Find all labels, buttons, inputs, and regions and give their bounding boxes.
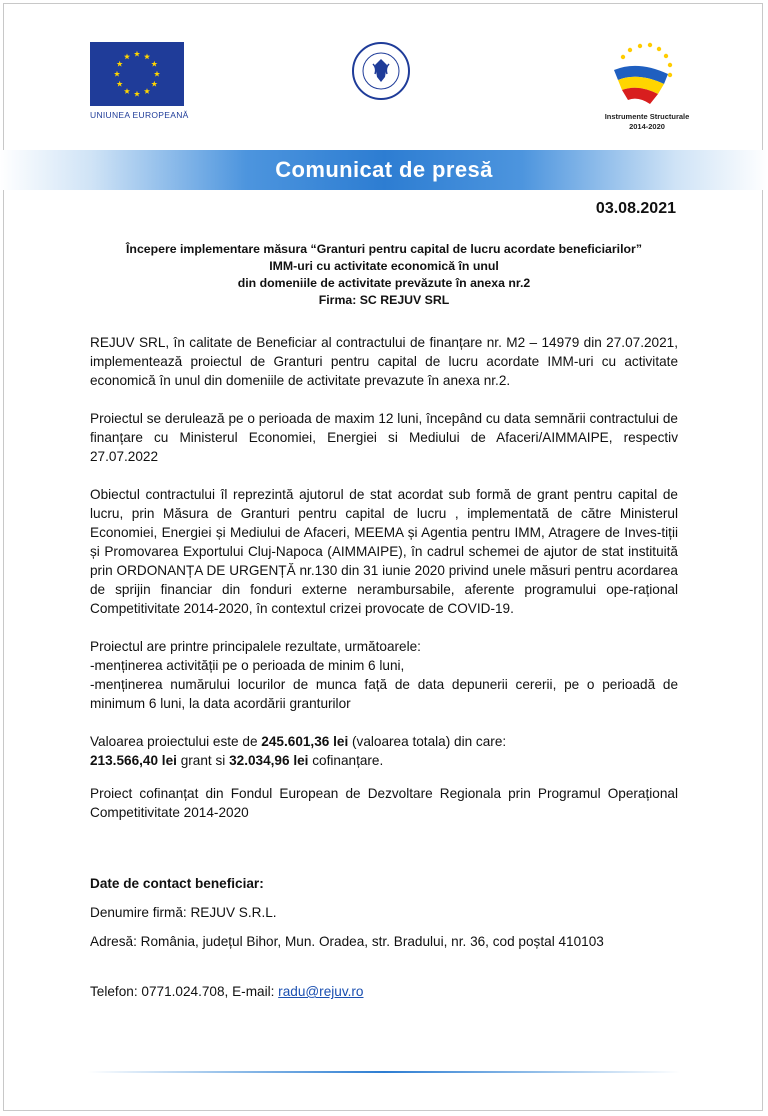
contact-phone: Telefon: 0771.024.708, E-mail: bbox=[90, 984, 279, 999]
eu-star-icon bbox=[124, 53, 130, 59]
eu-star-icon bbox=[144, 53, 150, 59]
release-body bbox=[90, 333, 678, 1001]
paragraph-funding: Proiect cofinanțat din Fondul European de Dezvoltare Regionala prin Programul Operațional Competitivitate 2014-2020 bbox=[90, 786, 678, 820]
eu-star-icon bbox=[144, 88, 150, 94]
government-seal-icon bbox=[354, 44, 408, 98]
eu-star-icon bbox=[134, 91, 140, 97]
contact-address: Adresă: România, județul Bihor, Mun. Oradea, str. Bradului, nr. 36, cod poștal 410103 bbox=[90, 934, 604, 949]
is-label-line1: Instrumente Structurale bbox=[604, 112, 690, 121]
eu-star-icon bbox=[114, 71, 120, 77]
paragraph-duration: Proiectul se derulează pe o perioada de maxim 12 luni, începând cu data semnării contractului de finanțare cu Ministerul Economiei, Energiei si Mediului de Afaceri/AIMMAIPE, respectiv 27.07.2022 bbox=[90, 411, 678, 464]
paragraph-objective: Obiectul contractului îl reprezintă ajutorul de stat acordat sub formă de grant pentru capital de lucru, prin Măsura de Granturi pentru capital de lucru , implementată de către Ministerul Economiei, Energiei și Mediului de Afaceri, MEEMA și Agentia pentru IMM, Atragere de Inves-tiții și Promovarea Exportului Cluj-Napoca (AIMMAIPE), în cadrul schemei de ajutor de stat instituită prin ORDONANȚA DE URGENȚĂ nr.130 din 31 iunie 2020 privind unele măsuri pentru acordarea de sprijin financiar din fonduri externe nerambursabile, aferente programului ope-rațional Competitivitate 2014-2020, în contextul crizei provocate de COVID-19. bbox=[90, 487, 678, 616]
contact-company-name: Denumire firmă: REJUV S.R.L. bbox=[90, 905, 277, 920]
logo-bar bbox=[0, 40, 768, 140]
release-date: 03.08.2021 bbox=[595, 200, 676, 217]
structural-instruments-icon bbox=[598, 40, 688, 112]
eu-star-icon bbox=[134, 51, 140, 57]
banner-title: Comunicat de presă bbox=[275, 157, 493, 182]
release-heading bbox=[90, 241, 678, 309]
heading-line1: Începere implementare măsura “Granturi pentru capital de lucru acordate beneficiarilor” bbox=[126, 242, 642, 256]
cofinancing-post: cofinanțare. bbox=[308, 753, 384, 768]
value-total: 245.601,36 lei bbox=[261, 734, 349, 749]
contact-heading-text: Date de contact beneficiar: bbox=[90, 876, 264, 891]
value-pre: Valoarea proiectului este de bbox=[90, 734, 262, 749]
cofinancing-value: 32.034,96 lei bbox=[229, 753, 309, 768]
eu-star-icon bbox=[154, 71, 160, 77]
eu-star-icon bbox=[124, 88, 130, 94]
result-item: -menținerea numărului locurilor de munca față de data depunerii cererii, pe o perioadă de minimum 6 luni, la data acordării granturilor bbox=[90, 677, 678, 711]
structural-instruments-logo bbox=[598, 40, 688, 112]
project-value bbox=[90, 732, 678, 770]
press-release-banner bbox=[0, 150, 768, 190]
email-link[interactable]: radu@rejuv.ro bbox=[278, 984, 364, 999]
bottom-divider bbox=[88, 1071, 680, 1073]
contact-heading bbox=[90, 874, 678, 893]
result-item: -menținerea activității pe o perioada de minim 6 luni, bbox=[90, 658, 405, 673]
eu-star-icon bbox=[151, 81, 157, 87]
heading-line4: Firma: SC REJUV SRL bbox=[318, 293, 450, 307]
results-intro: Proiectul are printre principalele rezultate, următoarele: bbox=[90, 639, 421, 654]
structural-instruments-label bbox=[594, 112, 700, 132]
eu-star-icon bbox=[151, 61, 157, 67]
eu-star-icon bbox=[117, 81, 123, 87]
contact-phone-email bbox=[90, 982, 678, 1001]
grant-mid: grant si bbox=[176, 753, 230, 768]
eu-label: UNIUNEA EUROPEANĂ bbox=[90, 110, 189, 120]
eu-star-icon bbox=[117, 61, 123, 67]
heading-line2: IMM-uri cu activitate economică în unul bbox=[269, 259, 499, 273]
eu-stars-icon bbox=[90, 42, 184, 106]
is-label-line2: 2014-2020 bbox=[629, 122, 665, 131]
eu-flag-logo bbox=[90, 42, 184, 106]
government-seal-logo bbox=[352, 42, 410, 100]
value-post: (valoarea totala) din care: bbox=[348, 734, 507, 749]
grant-value: 213.566,40 lei bbox=[90, 753, 177, 768]
heading-line3: din domeniile de activitate prevăzute în anexa nr.2 bbox=[237, 276, 531, 290]
paragraph-beneficiary: REJUV SRL, în calitate de Beneficiar al contractului de finanțare nr. M2 – 14979 din 27.07.2021, implementează proiectul de Granturi pentru capital de lucru acordate IMM-uri cu activitate economică în unul din domeniile de activitate prevazute în anexa nr.2. bbox=[90, 335, 678, 388]
